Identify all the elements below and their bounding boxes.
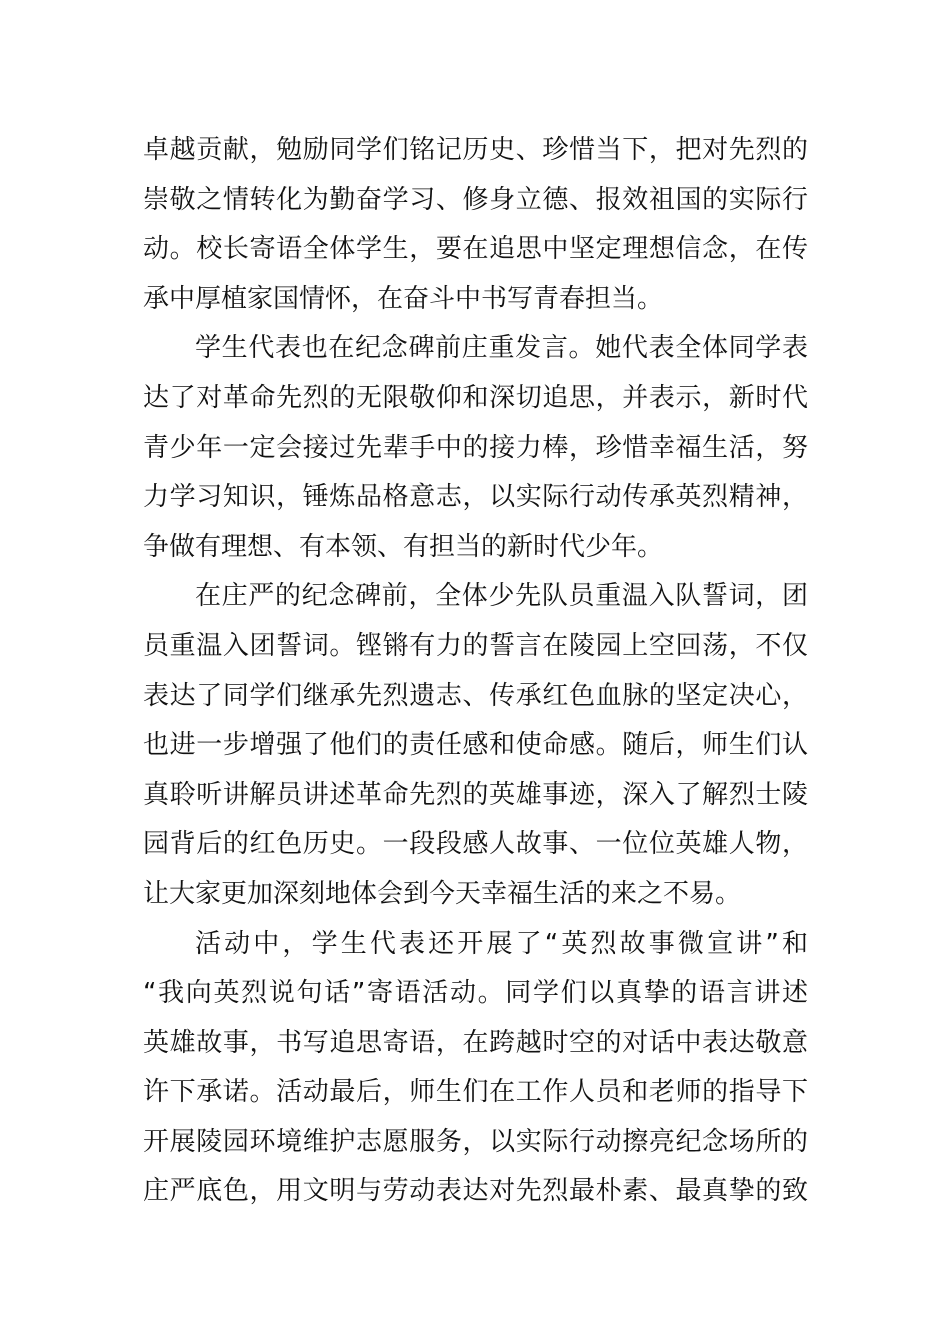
text-line: 学生代表也在纪念碑前庄重发言。她代表全体同学表 <box>195 333 808 364</box>
text-line: 动。校长寄语全体学生，要在追思中坚定理想信念，在传 <box>143 234 808 265</box>
text-line: 卓越贡献，勉励同学们铭记历史、珍惜当下，把对先烈的 <box>143 135 808 165</box>
text-line: 许下承诺。活动最后，师生们在工作人员和老师的指导下 <box>143 1077 808 1108</box>
text-line: 在庄严的纪念碑前，全体少先队员重温入队誓词，团 <box>195 581 808 612</box>
text-line: 也进一步增强了他们的责任感和使命感。随后，师生们认 <box>143 730 808 761</box>
text-line: “我向英烈说句话”寄语活动。同学们以真挚的语言讲述 <box>143 978 808 1009</box>
text-line: 承中厚植家国情怀，在奋斗中书写青春担当。 <box>143 283 664 314</box>
text-line: 园背后的红色历史。一段段感人故事、一位位英雄人物， <box>143 829 808 860</box>
document-body <box>143 126 808 1217</box>
text-line: 开展陵园环境维护志愿服务，以实际行动擦亮纪念场所的 <box>143 1126 808 1157</box>
text-line: 争做有理想、有本领、有担当的新时代少年。 <box>143 531 664 562</box>
text-line: 崇敬之情转化为勤奋学习、修身立德、报效祖国的实际行 <box>143 184 808 215</box>
text-line: 活动中，学生代表还开展了“英烈故事微宣讲”和 <box>195 928 808 959</box>
text-line: 让大家更加深刻地体会到今天幸福生活的来之不易。 <box>143 878 742 909</box>
text-line: 达了对革命先烈的无限敬仰和深切追思，并表示，新时代 <box>143 382 808 413</box>
text-line: 员重温入团誓词。铿锵有力的誓言在陵园上空回荡，不仅 <box>143 630 808 661</box>
text-line: 真聆听讲解员讲述革命先烈的英雄事迹，深入了解烈士陵 <box>143 779 808 810</box>
text-line: 青少年一定会接过先辈手中的接力棒，珍惜幸福生活，努 <box>143 432 808 463</box>
text-line: 力学习知识，锤炼品格意志，以实际行动传承英烈精神， <box>143 482 808 513</box>
text-line: 英雄故事，书写追思寄语，在跨越时空的对话中表达敬意 <box>143 1027 808 1058</box>
text-line: 庄严底色，用文明与劳动表达对先烈最朴素、最真挚的致 <box>143 1176 808 1207</box>
text-line: 表达了同学们继承先烈遗志、传承红色血脉的坚定决心， <box>143 680 808 711</box>
